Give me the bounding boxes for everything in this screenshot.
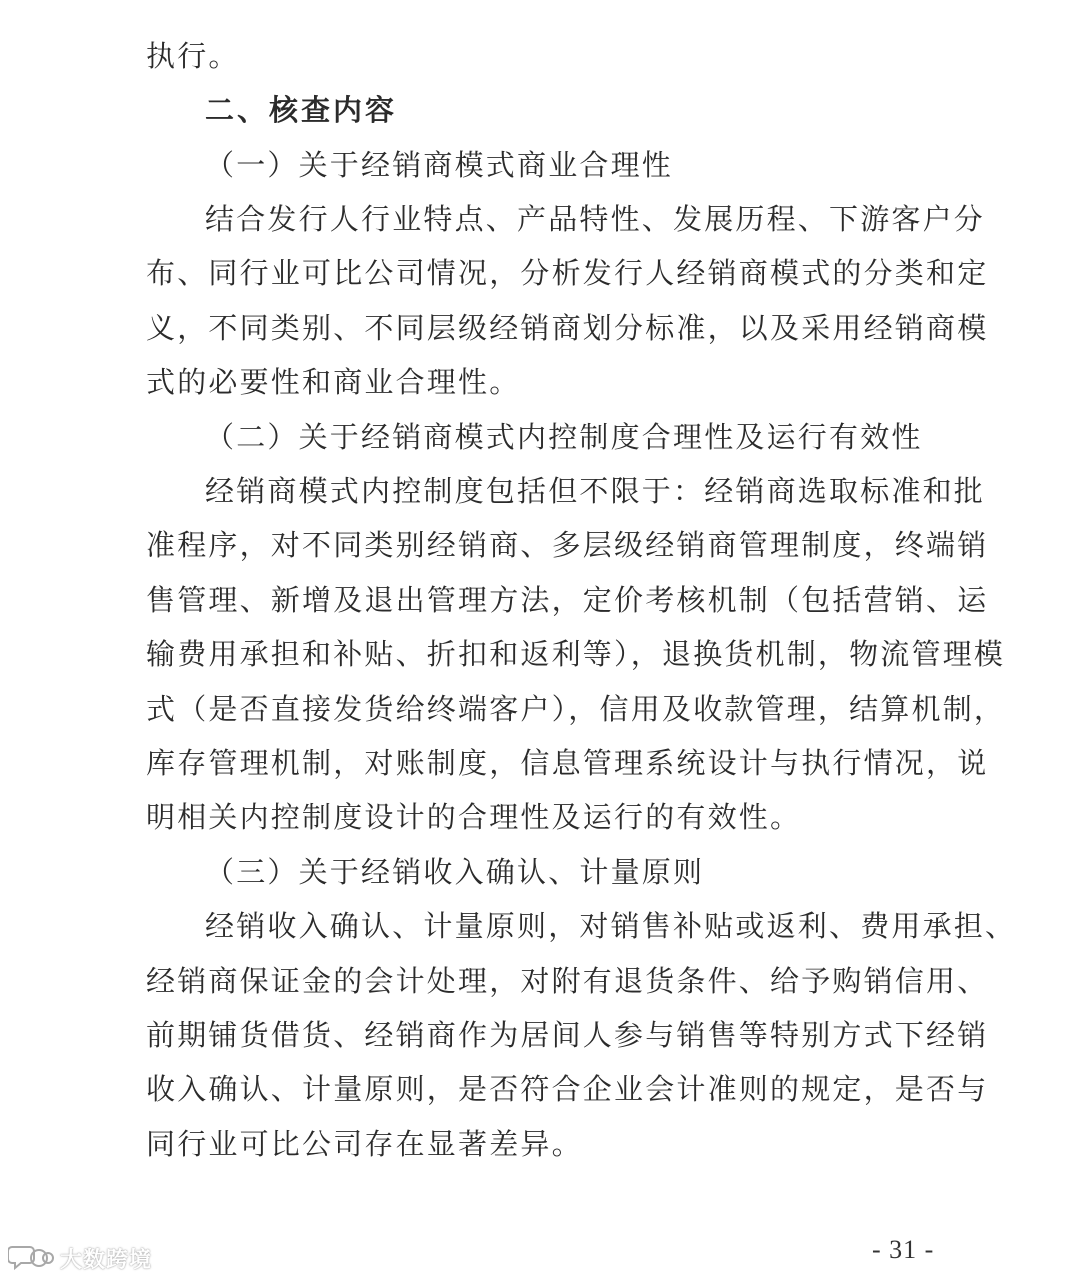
paragraph-line: 结合发行人行业特点、产品特性、发展历程、下游客户分: [205, 202, 986, 236]
paragraph-line: 售管理、新增及退出管理方法，定价考核机制（包括营销、运: [146, 583, 989, 617]
page-number: - 31 -: [872, 1235, 935, 1264]
paragraph-line: 库存管理机制，对账制度，信息管理系统设计与执行情况，说: [146, 746, 989, 780]
paragraph-line: 准程序，对不同类别经销商、多层级经销商管理制度，终端销: [146, 528, 989, 562]
subsection-heading: （一）关于经销商模式商业合理性: [205, 148, 674, 182]
paragraph-line: 收入确认、计量原则，是否符合企业会计准则的规定，是否与: [146, 1072, 989, 1106]
paragraph-line: 输费用承担和补贴、折扣和返利等），退换货机制，物流管理模: [146, 637, 1006, 671]
paragraph-line: 经销商模式内控制度包括但不限于：经销商选取标准和批: [205, 474, 986, 508]
paragraph-line: 明相关内控制度设计的合理性及运行的有效性。: [146, 800, 802, 834]
paragraph-line: 执行。: [146, 39, 240, 73]
subsection-heading: （二）关于经销商模式内控制度合理性及运行有效性: [205, 420, 923, 454]
chat-bubbles-logo-icon: [8, 1243, 54, 1273]
subsection-heading: （三）关于经销收入确认、计量原则: [205, 855, 705, 889]
paragraph-line: 布、同行业可比公司情况，分析发行人经销商模式的分类和定: [146, 256, 989, 290]
watermark-text: 大数跨境: [60, 1247, 153, 1273]
paragraph-line: 义，不同类别、不同层级经销商划分标准，以及采用经销商模: [146, 311, 989, 345]
paragraph-line: 式的必要性和商业合理性。: [146, 365, 521, 399]
paragraph-line: 式（是否直接发货给终端客户），信用及收款管理，结算机制，: [146, 692, 1006, 726]
paragraph-line: 经销商保证金的会计处理，对附有退货条件、给予购销信用、: [146, 964, 989, 998]
watermark: [8, 1240, 152, 1276]
paragraph-line: 经销收入确认、计量原则，对销售补贴或返利、费用承担、: [205, 909, 1017, 943]
paragraph-line: 同行业可比公司存在显著差异。: [146, 1127, 583, 1161]
paragraph-line: 前期铺货借货、经销商作为居间人参与销售等特别方式下经销: [146, 1018, 989, 1052]
section-heading: 二、核查内容: [205, 93, 398, 127]
